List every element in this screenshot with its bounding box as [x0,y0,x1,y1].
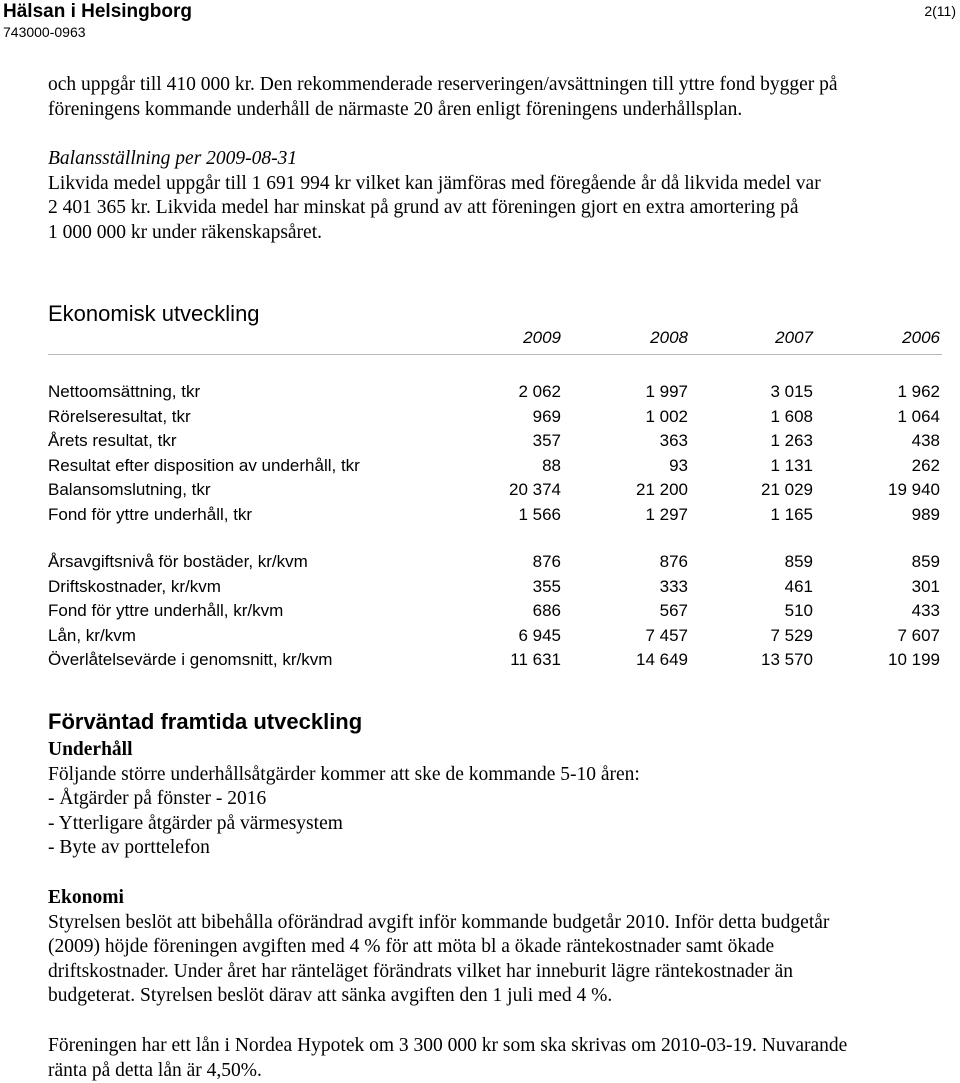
row-label: Nettoomsättning, tkr [48,382,201,401]
cell-value: 1 297 [645,504,688,524]
cell-value: 1 997 [645,382,688,401]
balance-line: 1 000 000 kr under räkenskapsåret. [48,221,322,243]
key-figures-table [48,326,942,673]
cell-value: 20 374 [509,480,561,499]
table-row [48,575,942,600]
table-header-row [48,326,942,355]
economy-line: Styrelsen beslöt att bibehålla oförändrad avgift inför kommande budgetår 2010. Inför detta budgetår [48,911,830,933]
row-label: Fond för yttre underhåll, tkr [48,504,253,524]
cell-value: 93 [669,455,688,475]
intro-line: föreningens kommande underhåll de närmaste 20 åren enligt föreningens underhållsplan. [48,98,743,120]
cell-value: 19 940 [888,480,940,499]
year-header: 2007 [775,328,813,347]
cell-value: 989 [911,504,940,524]
cell-value: 1 263 [770,431,813,450]
row-label: Lån, kr/kvm [48,625,136,645]
economy-line: driftskostnader. Under året har ränteläget förändrats vilket har inneburit lägre räntekostnader än [48,960,794,982]
row-label: Årsavgiftsnivå för bostäder, kr/kvm [48,552,308,571]
balance-heading: Balansställning per 2009-08-31 [48,148,298,169]
cell-value: 357 [532,431,561,450]
cell-value: 7 529 [770,625,813,645]
cell-value: 355 [532,576,561,596]
row-label: Balansomslutning, tkr [48,480,211,499]
maintenance-section [48,738,953,861]
page-number: 2(11) [924,3,956,19]
balance-line: Likvida medel uppgår till 1 691 994 kr vilket kan jämföras med föregående år då likvida medel var [48,172,821,194]
cell-value: 2 062 [518,382,561,401]
cell-value: 363 [659,431,688,450]
cell-value: 1 566 [518,504,561,524]
cell-value: 438 [911,431,940,450]
loan-line: Föreningen har ett lån i Nordea Hypotek om 3 300 000 kr som ska skrivas om 2010-03-19. Nuvarande [48,1035,848,1056]
cell-value: 876 [532,552,561,571]
cell-value: 6 945 [518,625,561,645]
cell-value: 7 457 [645,625,688,645]
cell-value: 10 199 [888,650,940,669]
row-label: Rörelseresultat, tkr [48,406,191,426]
intro-paragraph [48,73,953,122]
row-label: Överlåtelsevärde i genomsnitt, kr/kvm [48,650,333,669]
balance-line: 2 401 365 kr. Likvida medel har minskat på grund av att föreningen gjort en extra amortering på [48,197,799,218]
cell-value: 262 [911,455,940,475]
maintenance-line: - Byte av porttelefon [48,837,210,858]
cell-value: 88 [542,455,561,475]
cell-value: 461 [784,576,813,596]
row-label: Resultat efter disposition av underhåll, tkr [48,455,360,475]
economy-line: budgeterat. Styrelsen beslöt därav att sänka avgiften den 1 juli med 4 %. [48,985,613,1006]
future-development-heading: Förväntad framtida utveckling [48,709,363,734]
cell-value: 859 [911,552,940,571]
row-label: Driftskostnader, kr/kvm [48,576,221,596]
cell-value: 1 131 [770,455,813,475]
loan-line: ränta på detta lån är 4,50%. [48,1059,262,1081]
cell-value: 433 [911,601,940,620]
year-header: 2009 [523,328,561,347]
table-row [48,454,942,479]
cell-value: 14 649 [636,650,688,669]
maintenance-line: - Ytterligare åtgärder på värmesystem [48,812,343,834]
intro-line: och uppgår till 410 000 kr. Den rekommenderade reserveringen/avsättningen till yttre fond bygger på [48,74,838,95]
cell-value: 510 [784,601,813,620]
economic-development-heading: Ekonomisk utveckling [48,301,260,326]
maintenance-line: Följande större underhållsåtgärder kommer att ske de kommande 5-10 åren: [48,763,640,785]
table-row [48,503,942,528]
loan-paragraph [48,1034,953,1083]
table-row [48,380,942,405]
cell-value: 1 064 [897,406,940,426]
cell-value: 686 [532,601,561,620]
cell-value: 969 [532,406,561,426]
year-header: 2008 [650,328,688,347]
cell-value: 21 029 [761,480,813,499]
year-header: 2006 [902,328,940,347]
cell-value: 3 015 [770,382,813,401]
cell-value: 21 200 [636,480,688,499]
maintenance-heading: Underhåll [48,739,133,760]
cell-value: 1 608 [770,406,813,426]
balance-section [48,147,953,245]
cell-value: 11 631 [510,650,561,669]
table-row [48,550,942,575]
economy-line: (2009) höjde föreningen avgiften med 4 % för att möta bl a ökade räntekostnader samt ökade [48,936,775,957]
row-label: Årets resultat, tkr [48,431,177,450]
table-row [48,478,942,503]
cell-value: 13 570 [761,650,813,669]
cell-value: 1 165 [770,504,813,524]
organization-number: 743000-0963 [3,24,86,40]
row-label: Fond för yttre underhåll, kr/kvm [48,601,284,620]
cell-value: 301 [911,576,940,596]
table-row [48,648,942,673]
table-row [48,405,942,430]
table-row [48,599,942,624]
table-row [48,624,942,649]
cell-value: 1 002 [645,406,688,426]
cell-value: 7 607 [897,625,940,645]
organization-name: Hälsan i Helsingborg [3,1,192,22]
cell-value: 1 962 [897,382,940,401]
cell-value: 333 [659,576,688,596]
cell-value: 567 [659,601,688,620]
table-row [48,429,942,454]
cell-value: 859 [784,552,813,571]
economy-heading: Ekonomi [48,887,124,908]
cell-value: 876 [659,552,688,571]
economy-section [48,886,953,1009]
maintenance-line: - Åtgärder på fönster - 2016 [48,788,267,809]
